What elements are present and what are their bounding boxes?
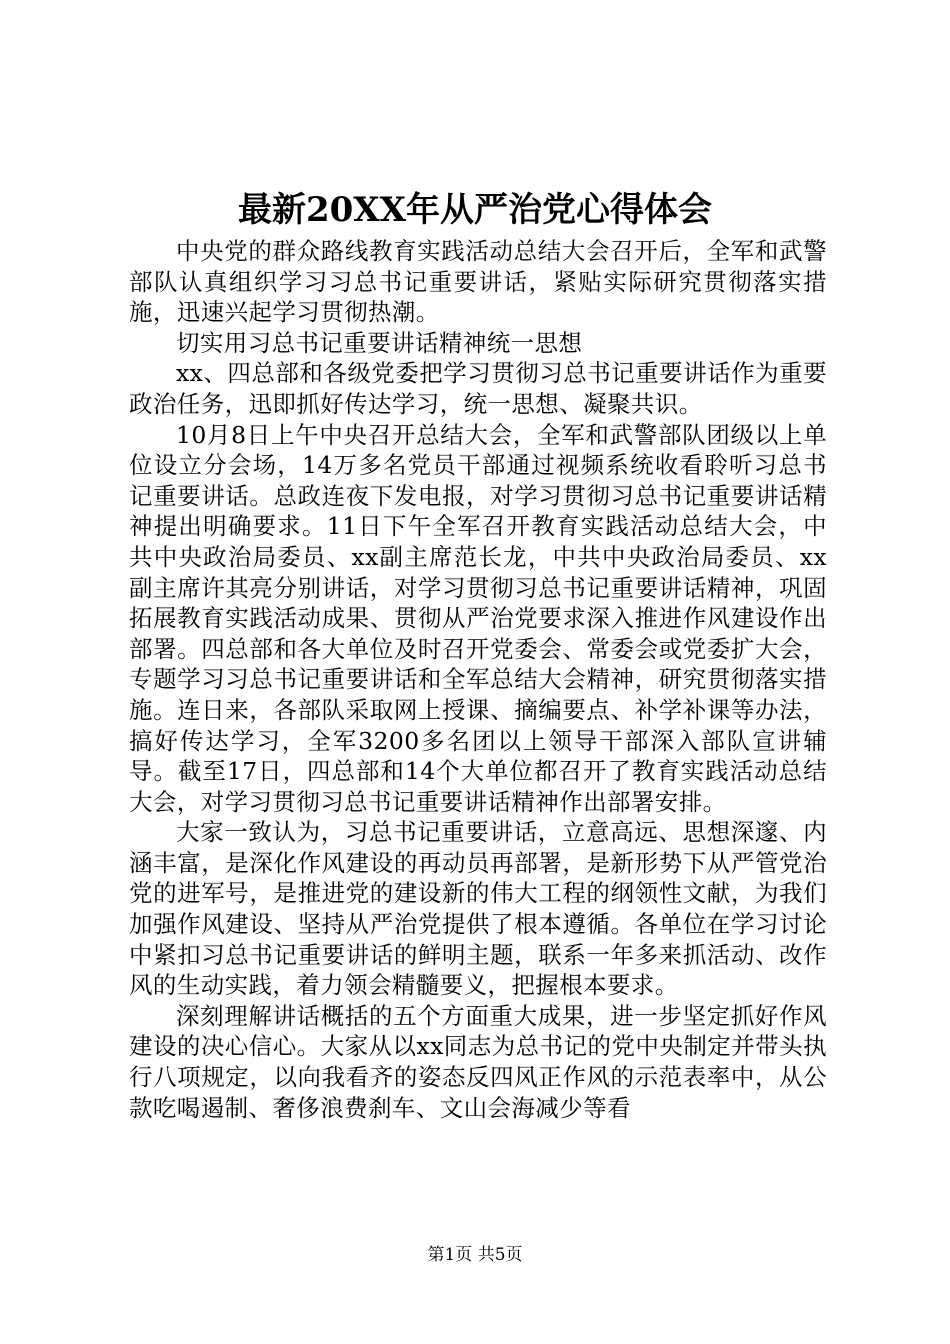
document-body: [129, 236, 827, 1123]
document-title: 最新20XX年从严治党心得体会: [237, 190, 713, 230]
paragraph: 10月8日上午中央召开总结大会，全军和武警部队团级以上单位设立分会场，14万多名党员干部通过视频系统收看聆听习总书记重要讲话。总政连夜下发电报，对学习贯彻习总书记重要讲话精神提出明确要求。11日下午全军召开教育实践活动总结大会，中共中央政治局委员、xx副主席范长龙，中共中央政治局委员、xx副主席许其亮分别讲话，对学习贯彻习总书记重要讲话精神，巩固拓展教育实践活动成果、贯彻从严治党要求深入推进作风建设作出部署。四总部和各大单位及时召开党委会、常委会或党委扩大会，专题学习习总书记重要讲话和全军总结大会精神，研究贯彻落实措施。连日来，各部队采取网上授课、摘编要点、补学补课等办法，搞好传达学习，全军3200多名团以上领导干部深入部队宣讲辅导。截至17日，四总部和14个大单位都召开了教育实践活动总结大会，对学习贯彻习总书记重要讲话精神作出部署安排。: [129, 420, 827, 816]
paragraph: 大家一致认为，习总书记重要讲话，立意高远、思想深邃、内涵丰富，是深化作风建设的再动员再部署，是新形势下从严管党治党的进军号，是推进党的建设新的伟大工程的纲领性文献，为我们加强作风建设、坚持从严治党提供了根本遵循。各单位在学习讨论中紧扣习总书记重要讲话的鲜明主题，联系一年多来抓活动、改作风的生动实践，着力领会精髓要义，把握根本要求。: [129, 818, 827, 1000]
page-number-footer: 第1页 共5页: [427, 1245, 523, 1265]
section-heading: 切实用习总书记重要讲话精神统一思想: [176, 328, 583, 357]
paragraph: 中央党的群众路线教育实践活动总结大会召开后，全军和武警部队认真组织学习习总书记重要讲话，紧贴实际研究贯彻落实措施，迅速兴起学习贯彻热潮。: [129, 237, 827, 327]
paragraph: xx、四总部和各级党委把学习贯彻习总书记重要讲话作为重要政治任务，迅即抓好传达学习，统一思想、凝聚共识。: [129, 359, 827, 418]
paragraph: 深刻理解讲话概括的五个方面重大成果，进一步坚定抓好作风建设的决心信心。大家从以xx同志为总书记的党中央制定并带头执行八项规定，以向我看齐的姿态反四风正作风的示范表率中，从公款吃喝遏制、奢侈浪费刹车、文山会海减少等看: [129, 1001, 827, 1122]
